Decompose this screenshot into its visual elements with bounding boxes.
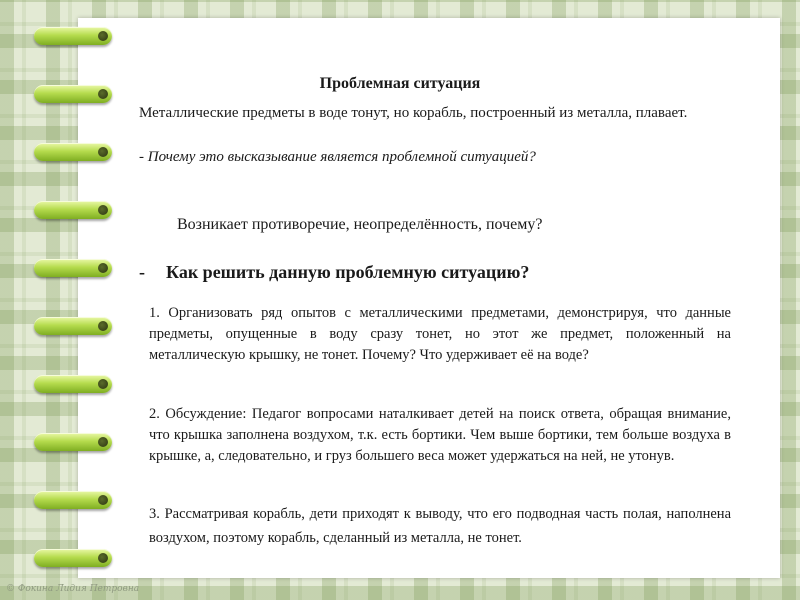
- problem-question: - Почему это высказывание является проблемной ситуацией?: [139, 149, 536, 165]
- binding-ring: [34, 24, 114, 50]
- solution-step-3: 3. Рассматривая корабль, дети приходят к выводу, что его подводная часть полая, наполнена воздухом, поэтому корабль, сделанный из металла, не тонет.: [149, 506, 731, 546]
- binding-ring: [34, 140, 114, 166]
- solution-step-1: 1. Организовать ряд опытов с металлическими предметами, демонстрируя, что данные предметы, опущенные в воду сразу тонет, но этот же предмет, положенный на металлическую крышку, не тонет. Почему? Что удерживает её на воде?: [149, 305, 731, 363]
- author-credit: © Фокина Лидия Петровна: [6, 584, 140, 594]
- solution-step-2: 2. Обсуждение: Педагог вопросами наталкивает детей на поиск ответа, обращая внимание, что крышка заполнена воздухом, т.к. есть бортики. Чем выше бортики, тем больше воздуха в крышке, а, следовательно, и груз большего веса может удержаться на ней, не утонув.: [149, 406, 731, 464]
- binding-ring: [34, 314, 114, 340]
- binding-ring: [34, 198, 114, 224]
- binding-ring: [34, 546, 114, 572]
- how-to-solve-heading: Как решить данную проблемную ситуацию?: [166, 262, 530, 282]
- problem-statement: Металлические предметы в воде тонут, но корабль, построенный из металла, плавает.: [139, 105, 688, 121]
- bullet-dash: -: [139, 262, 145, 282]
- binding-ring: [34, 256, 114, 282]
- binding-ring: [34, 430, 114, 456]
- contradiction-text: Возникает противоречие, неопределённость, почему?: [177, 216, 543, 233]
- binding-ring: [34, 488, 114, 514]
- binding-ring: [34, 372, 114, 398]
- slide-title: Проблемная ситуация: [319, 75, 481, 92]
